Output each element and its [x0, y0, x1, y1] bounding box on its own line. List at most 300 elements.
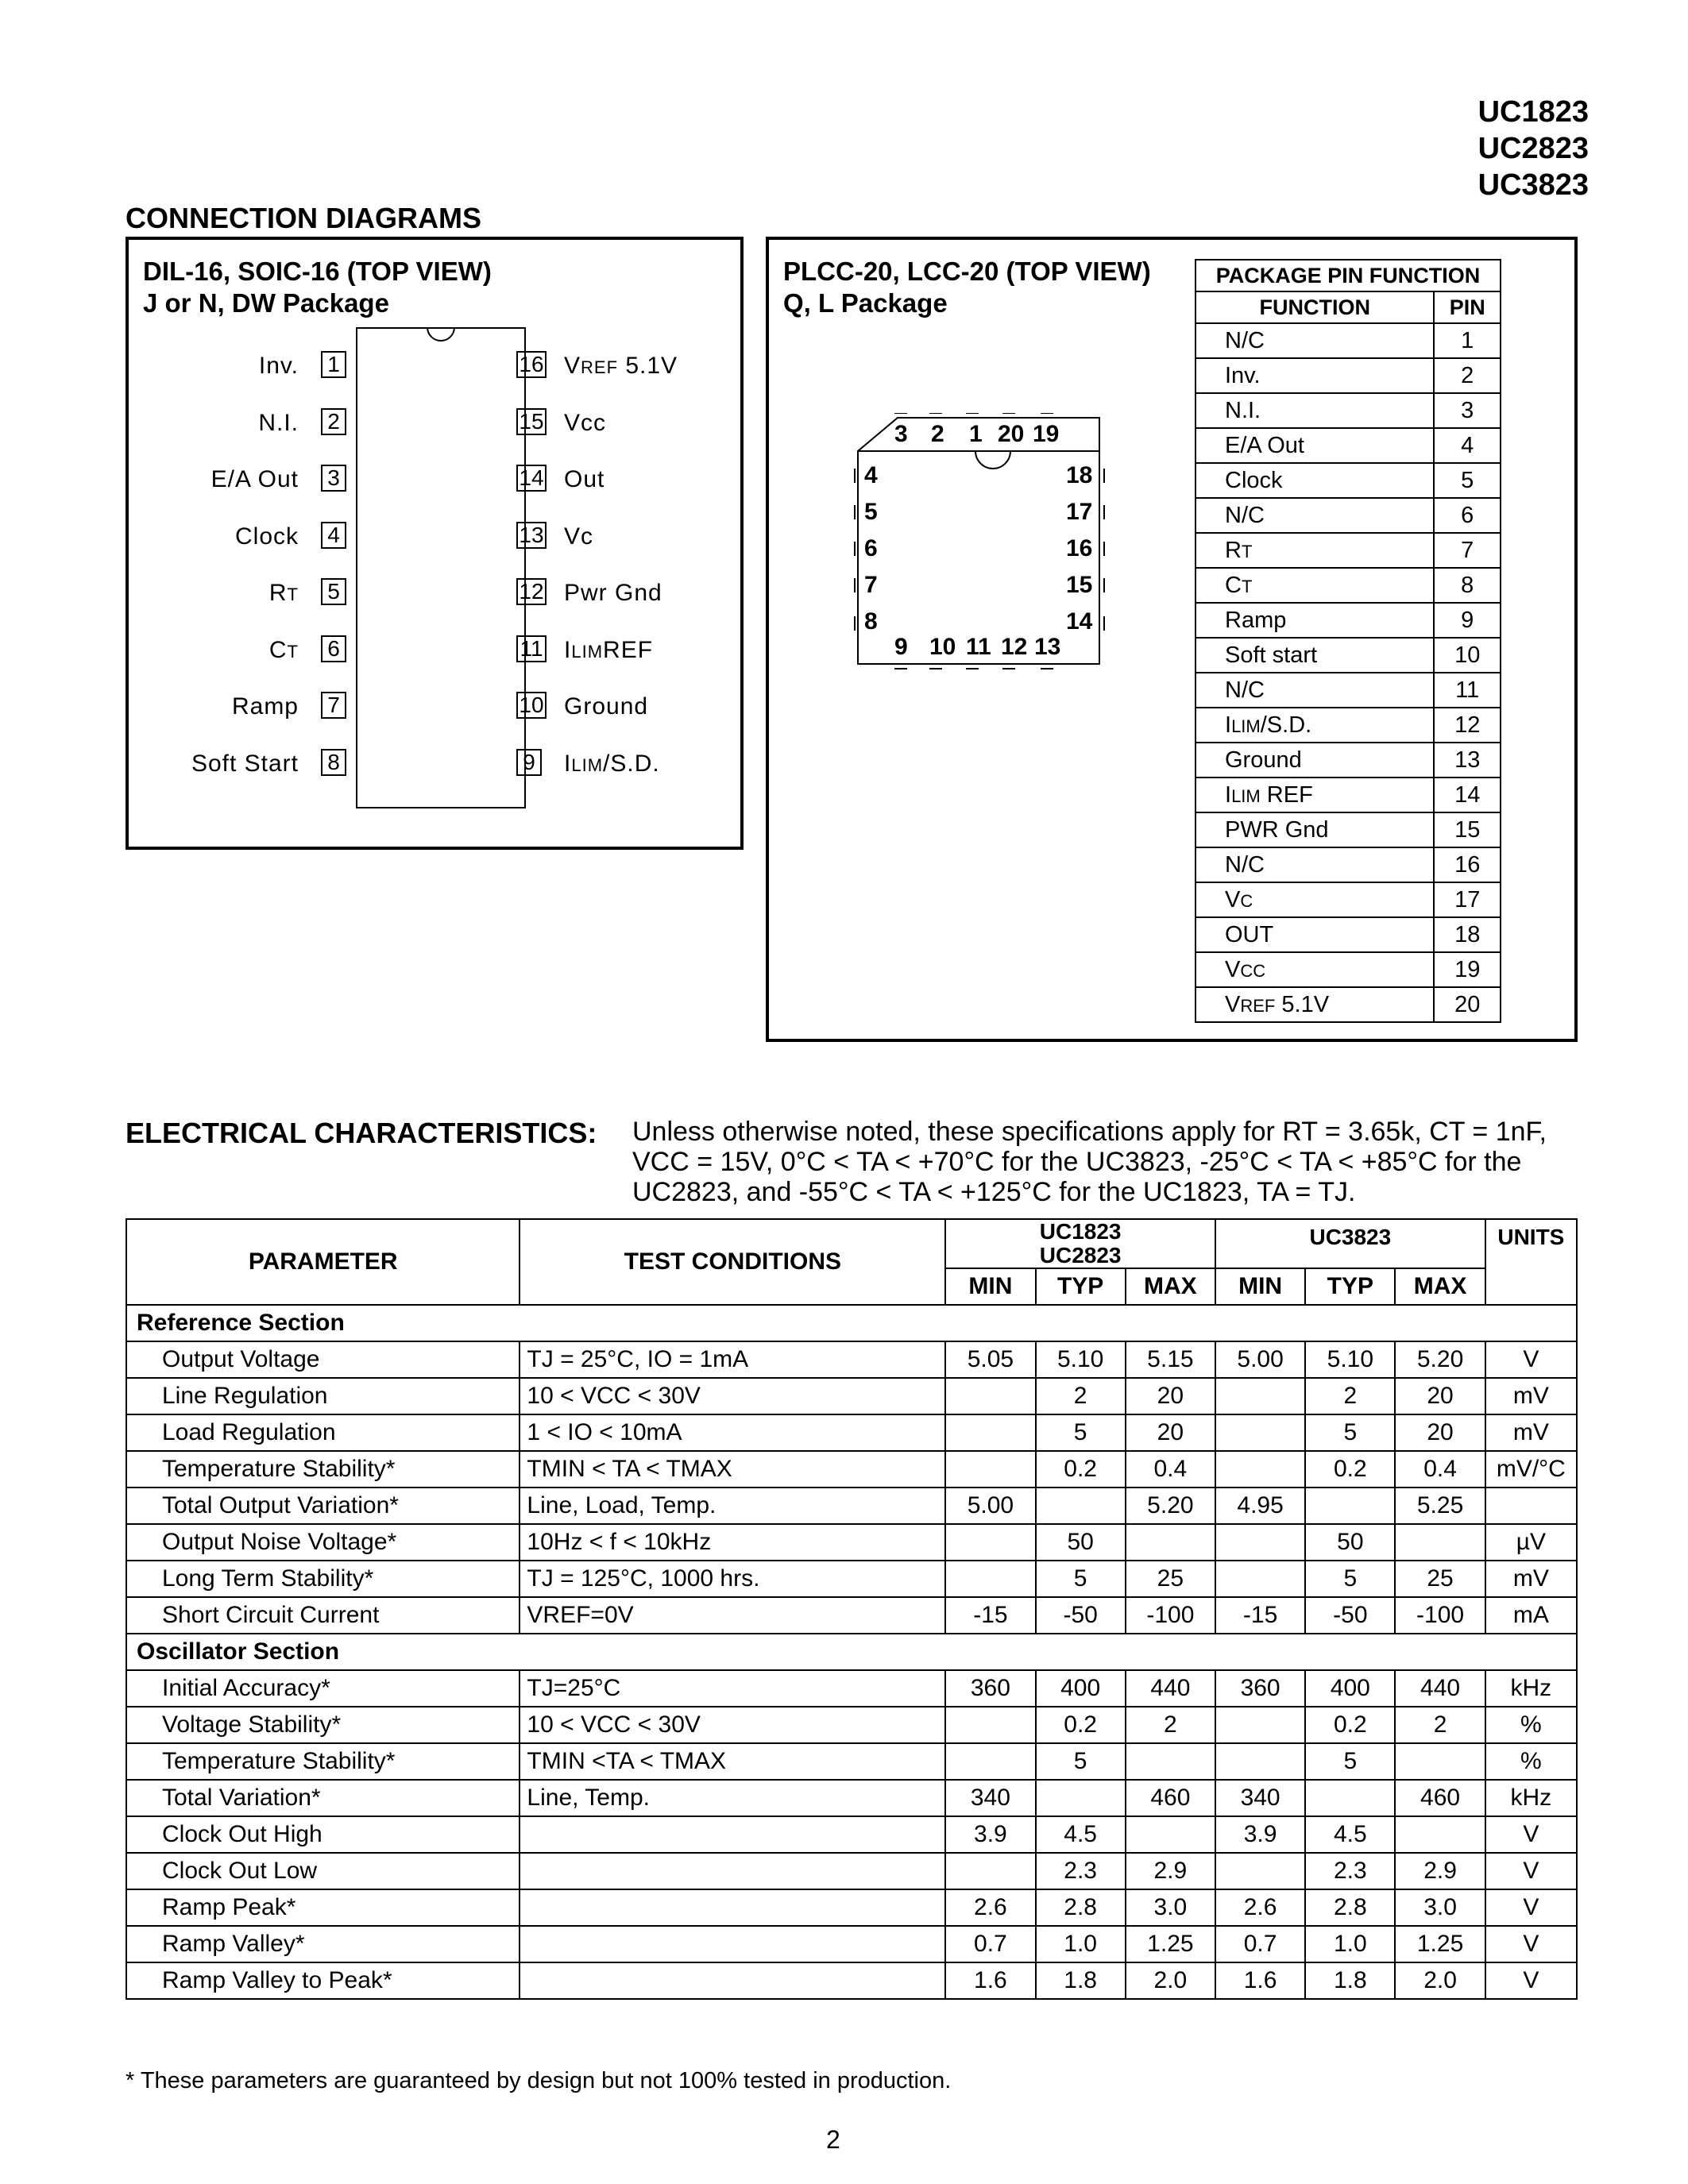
typ-value: 400: [1305, 1670, 1395, 1707]
dil-pin-number: 16: [516, 351, 547, 378]
pin-number: 20: [1434, 987, 1501, 1022]
units: mV: [1485, 1378, 1577, 1414]
table-row: [126, 1451, 1577, 1488]
dil-pin-label: Pwr Gnd: [564, 580, 662, 606]
table-row: [126, 1780, 1577, 1816]
dil-pin-label: RT: [268, 580, 299, 606]
min-value: 3.9: [945, 1816, 1035, 1853]
chip-notch: [357, 327, 524, 359]
pin-function-row: [1196, 778, 1501, 812]
table-row: [126, 1962, 1577, 1999]
min-value: [945, 1378, 1035, 1414]
min-value: 1.6: [1215, 1962, 1305, 1999]
typ-value: [1305, 1780, 1395, 1816]
pin-function-row: [1196, 673, 1501, 708]
pin-function-row: [1196, 533, 1501, 568]
plcc-pin-number: 6: [864, 535, 878, 561]
max-value: 440: [1126, 1670, 1215, 1707]
typ-value: 4.5: [1305, 1816, 1395, 1853]
col-parameter: PARAMETER: [126, 1219, 520, 1305]
units: %: [1485, 1707, 1577, 1743]
min-value: [1215, 1707, 1305, 1743]
typ-value: [1036, 1488, 1126, 1524]
max-value: 20: [1395, 1414, 1485, 1451]
plcc-pin-number: 5: [864, 499, 878, 525]
table-row: [126, 1597, 1577, 1634]
col-typ: TYP: [1036, 1268, 1126, 1305]
min-value: [1215, 1378, 1305, 1414]
min-value: [945, 1707, 1035, 1743]
test-condition: 10 < VCC < 30V: [520, 1378, 945, 1414]
parameter: Ramp Valley to Peak*: [126, 1962, 520, 1999]
dil-title-1: DIL-16, SOIC-16 (TOP VIEW): [143, 257, 492, 286]
plcc-pin-number: 11: [966, 634, 991, 660]
pin-function-row: [1196, 638, 1501, 673]
dil-pin-label: Vc: [564, 523, 594, 550]
typ-value: -50: [1305, 1597, 1395, 1634]
pin-function-row: [1196, 743, 1501, 778]
parameter: Total Output Variation*: [126, 1488, 520, 1524]
table-row: [126, 1524, 1577, 1561]
parameter: Short Circuit Current: [126, 1597, 520, 1634]
typ-value: 2.3: [1305, 1853, 1395, 1889]
table-row: [126, 1341, 1577, 1378]
min-value: 2.6: [1215, 1889, 1305, 1926]
plcc-pin-number: 3: [894, 421, 908, 447]
plcc-pin-number: 17: [1066, 499, 1093, 525]
max-value: 1.25: [1126, 1926, 1215, 1962]
min-value: 340: [1215, 1780, 1305, 1816]
pin-function-row: [1196, 952, 1501, 987]
min-value: [945, 1414, 1035, 1451]
min-value: 5.00: [945, 1488, 1035, 1524]
col-group-uc3823: UC3823: [1215, 1219, 1485, 1268]
typ-value: [1305, 1488, 1395, 1524]
electrical-characteristics-table: [126, 1218, 1578, 2000]
min-value: [945, 1743, 1035, 1780]
units: mV: [1485, 1561, 1577, 1597]
pin-number: 18: [1434, 917, 1501, 952]
plcc-pin-number: 4: [864, 462, 878, 488]
max-value: 2: [1126, 1707, 1215, 1743]
pin-function: N/C: [1196, 847, 1434, 882]
units: V: [1485, 1889, 1577, 1926]
typ-value: 1.0: [1036, 1926, 1126, 1962]
pin-number: 8: [1434, 568, 1501, 603]
max-value: 2.0: [1395, 1962, 1485, 1999]
pin-number: 15: [1434, 812, 1501, 847]
parameter: Long Term Stability*: [126, 1561, 520, 1597]
col-group-uc1823-uc2823: [945, 1219, 1215, 1268]
typ-value: 50: [1305, 1524, 1395, 1561]
plcc-pin-number: 16: [1066, 535, 1093, 561]
pin-number: 19: [1434, 952, 1501, 987]
max-value: 3.0: [1395, 1889, 1485, 1926]
test-condition: TJ = 25°C, IO = 1mA: [520, 1341, 945, 1378]
col-typ: TYP: [1305, 1268, 1395, 1305]
typ-value: [1036, 1780, 1126, 1816]
plcc-pin-number: 8: [864, 608, 878, 635]
col-units: UNITS: [1485, 1219, 1577, 1305]
typ-value: 0.2: [1305, 1707, 1395, 1743]
max-value: 0.4: [1126, 1451, 1215, 1488]
max-value: [1395, 1524, 1485, 1561]
units: V: [1485, 1853, 1577, 1889]
max-value: 25: [1395, 1561, 1485, 1597]
test-condition: [520, 1853, 945, 1889]
table-row: [126, 1561, 1577, 1597]
dil-pin-label: Out: [564, 466, 605, 492]
dil-pin-label: Vcc: [564, 409, 607, 436]
dil-title-2: J or N, DW Package: [143, 288, 389, 318]
table-row: [126, 1889, 1577, 1926]
typ-value: 5.10: [1036, 1341, 1126, 1378]
electrical-description: Unless otherwise noted, these specifications apply for RT = 3.65k, CT = 1nF, VCC = 15V, 0°C < TA < +70°C for the UC3823, -25°C < TA < +85°C for the UC2823, and -55°C < TA < +125°C for the UC1823, TA = TJ.: [632, 1117, 1547, 1207]
dil-chip-body: [356, 327, 526, 808]
part-numbers: [1350, 94, 1589, 203]
min-value: [945, 1561, 1035, 1597]
table-row: [126, 1816, 1577, 1853]
min-value: [1215, 1853, 1305, 1889]
dil-pin-number: 9: [516, 749, 542, 776]
dil-pin-number: 3: [321, 465, 346, 492]
max-value: 3.0: [1126, 1889, 1215, 1926]
pin-function-row: [1196, 323, 1501, 358]
pin-number: 13: [1434, 743, 1501, 778]
table-row: [126, 1378, 1577, 1414]
page-number: 2: [826, 2125, 840, 2154]
pin-function: N/C: [1196, 673, 1434, 708]
typ-value: 400: [1036, 1670, 1126, 1707]
units: mV: [1485, 1414, 1577, 1451]
min-value: [1215, 1451, 1305, 1488]
part-number: UC1823: [1477, 95, 1589, 129]
typ-value: 1.0: [1305, 1926, 1395, 1962]
plcc-pin-number: 18: [1066, 462, 1093, 488]
pin-function: RT: [1196, 533, 1434, 568]
pin-function-row: [1196, 498, 1501, 533]
typ-value: 5: [1305, 1743, 1395, 1780]
parameter: Line Regulation: [126, 1378, 520, 1414]
min-value: [1215, 1524, 1305, 1561]
section-header-row: [126, 1305, 1577, 1341]
pin-number: 5: [1434, 463, 1501, 498]
units: V: [1485, 1962, 1577, 1999]
units: %: [1485, 1743, 1577, 1780]
min-value: 1.6: [945, 1962, 1035, 1999]
test-condition: [520, 1816, 945, 1853]
pin-number: 11: [1434, 673, 1501, 708]
dil-pin-label: Ground: [564, 693, 649, 720]
dil-pin-label: E/A Out: [211, 466, 299, 492]
pin-function: Inv.: [1196, 358, 1434, 393]
plcc-pin-number: 1: [969, 421, 983, 447]
dil-pin-label: ILIM/S.D.: [564, 750, 660, 777]
max-value: 0.4: [1395, 1451, 1485, 1488]
units: V: [1485, 1816, 1577, 1853]
table-row: [126, 1707, 1577, 1743]
table-row: [126, 1743, 1577, 1780]
max-value: 20: [1395, 1378, 1485, 1414]
pin-number: 3: [1434, 393, 1501, 428]
max-value: 5.15: [1126, 1341, 1215, 1378]
min-value: -15: [945, 1597, 1035, 1634]
test-condition: 1 < IO < 10mA: [520, 1414, 945, 1451]
parameter: Total Variation*: [126, 1780, 520, 1816]
plcc-pin-number: 20: [998, 421, 1025, 447]
pin-function-row: [1196, 882, 1501, 917]
pin-function-row: [1196, 708, 1501, 743]
max-value: [1395, 1816, 1485, 1853]
pin-function: PWR Gnd: [1196, 812, 1434, 847]
pin-number: 12: [1434, 708, 1501, 743]
dil-pin-number: 1: [321, 351, 346, 378]
parameter: Clock Out Low: [126, 1853, 520, 1889]
max-value: 20: [1126, 1378, 1215, 1414]
section-title: Reference Section: [126, 1305, 1577, 1341]
pin-function-row: [1196, 987, 1501, 1022]
test-condition: Line, Temp.: [520, 1780, 945, 1816]
table-row: [126, 1414, 1577, 1451]
pin-function-row: [1196, 847, 1501, 882]
table-row: [126, 1926, 1577, 1962]
pin-function-row: [1196, 568, 1501, 603]
section-title: Oscillator Section: [126, 1634, 1577, 1670]
max-value: 25: [1126, 1561, 1215, 1597]
pin-function-row: [1196, 812, 1501, 847]
parameter: Initial Accuracy*: [126, 1670, 520, 1707]
dil-pin-number: 11: [516, 635, 547, 662]
min-value: 0.7: [1215, 1926, 1305, 1962]
group-uc1823: UC1823: [1039, 1219, 1122, 1244]
parameter: Output Voltage: [126, 1341, 520, 1378]
pin-function: VREF 5.1V: [1196, 987, 1434, 1022]
min-value: [945, 1451, 1035, 1488]
dil-pin-label: ILIMREF: [564, 636, 654, 663]
plcc-pin-number: 13: [1034, 634, 1061, 660]
typ-value: 1.8: [1036, 1962, 1126, 1999]
plcc-pin-number: 2: [931, 421, 944, 447]
plcc-pin-number: 19: [1033, 421, 1060, 447]
max-value: 2.9: [1126, 1853, 1215, 1889]
col-test-conditions: TEST CONDITIONS: [520, 1219, 945, 1305]
units: V: [1485, 1926, 1577, 1962]
pin-function: E/A Out: [1196, 428, 1434, 463]
max-value: 1.25: [1395, 1926, 1485, 1962]
pin-number: 17: [1434, 882, 1501, 917]
min-value: 0.7: [945, 1926, 1035, 1962]
col-min: MIN: [945, 1268, 1035, 1305]
max-value: 5.25: [1395, 1488, 1485, 1524]
test-condition: TJ = 125°C, 1000 hrs.: [520, 1561, 945, 1597]
pin-function-table: [1195, 259, 1501, 1023]
pin-function-row: [1196, 603, 1501, 638]
pin-number: 10: [1434, 638, 1501, 673]
dil-pin-label: CT: [268, 636, 299, 663]
pin-function-row: [1196, 917, 1501, 952]
max-value: [1126, 1743, 1215, 1780]
parameter: Ramp Valley*: [126, 1926, 520, 1962]
max-value: 2.9: [1395, 1853, 1485, 1889]
test-condition: [520, 1889, 945, 1926]
pin-function: VCC: [1196, 952, 1434, 987]
typ-value: 2.3: [1036, 1853, 1126, 1889]
typ-value: 2.8: [1305, 1889, 1395, 1926]
pin-function: N/C: [1196, 498, 1434, 533]
part-number: UC3823: [1477, 168, 1589, 202]
min-value: 360: [1215, 1670, 1305, 1707]
parameter: Ramp Peak*: [126, 1889, 520, 1926]
table-row: [126, 1853, 1577, 1889]
pin-number: 16: [1434, 847, 1501, 882]
plcc-pin-number: 14: [1066, 608, 1093, 635]
min-value: 4.95: [1215, 1488, 1305, 1524]
max-value: 460: [1126, 1780, 1215, 1816]
typ-value: 0.2: [1036, 1451, 1126, 1488]
plcc-title-1: PLCC-20, LCC-20 (TOP VIEW): [783, 257, 1151, 286]
connection-diagrams-title: CONNECTION DIAGRAMS: [126, 202, 481, 234]
min-value: 3.9: [1215, 1816, 1305, 1853]
col-min: MIN: [1215, 1268, 1305, 1305]
typ-value: 1.8: [1305, 1962, 1395, 1999]
pin-function: ILIM/S.D.: [1196, 708, 1434, 743]
pin-function: VC: [1196, 882, 1434, 917]
pin-function-row: [1196, 358, 1501, 393]
dil-pin-number: 2: [321, 408, 346, 435]
units: mA: [1485, 1597, 1577, 1634]
test-condition: 10 < VCC < 30V: [520, 1707, 945, 1743]
plcc-pin-number: 10: [929, 634, 956, 660]
typ-value: 4.5: [1036, 1816, 1126, 1853]
min-value: 5.00: [1215, 1341, 1305, 1378]
plcc-pin-number: 12: [1001, 634, 1028, 660]
units: [1485, 1488, 1577, 1524]
dil-pin-number: 8: [321, 749, 346, 776]
test-condition: Line, Load, Temp.: [520, 1488, 945, 1524]
part-number: UC2823: [1477, 132, 1589, 165]
dil-pin-number: 15: [516, 408, 547, 435]
col-max: MAX: [1395, 1268, 1485, 1305]
max-value: [1126, 1816, 1215, 1853]
min-value: 5.05: [945, 1341, 1035, 1378]
pin-table-col-function: FUNCTION: [1196, 291, 1434, 323]
max-value: 5.20: [1126, 1488, 1215, 1524]
parameter: Load Regulation: [126, 1414, 520, 1451]
parameter: Temperature Stability*: [126, 1743, 520, 1780]
min-value: 340: [945, 1780, 1035, 1816]
pin-number: 1: [1434, 323, 1501, 358]
dil-pin-number: 10: [516, 692, 547, 719]
test-condition: TMIN <TA < TMAX: [520, 1743, 945, 1780]
table-row: [126, 1670, 1577, 1707]
test-condition: TMIN < TA < TMAX: [520, 1451, 945, 1488]
plcc-pin-number: 7: [864, 572, 878, 598]
dil-pin-number: 14: [516, 465, 547, 492]
dil-pin-label: N.I.: [258, 409, 299, 436]
table-row: [126, 1488, 1577, 1524]
group-uc2823: UC2823: [1039, 1243, 1122, 1268]
max-value: [1395, 1743, 1485, 1780]
min-value: 2.6: [945, 1889, 1035, 1926]
pin-function-row: [1196, 393, 1501, 428]
max-value: -100: [1126, 1597, 1215, 1634]
dil-pin-label: VREF 5.1V: [564, 353, 678, 379]
pin-number: 4: [1434, 428, 1501, 463]
pin-function: N/C: [1196, 323, 1434, 358]
typ-value: 2: [1305, 1378, 1395, 1414]
dil-pin-number: 13: [516, 522, 547, 549]
typ-value: -50: [1036, 1597, 1126, 1634]
parameter: Clock Out High: [126, 1816, 520, 1853]
parameter: Temperature Stability*: [126, 1451, 520, 1488]
min-value: [1215, 1414, 1305, 1451]
max-value: 20: [1126, 1414, 1215, 1451]
dil-pin-number: 5: [321, 578, 346, 605]
pin-function: CT: [1196, 568, 1434, 603]
pin-function: ILIM REF: [1196, 778, 1434, 812]
typ-value: 5: [1305, 1414, 1395, 1451]
parameter: Voltage Stability*: [126, 1707, 520, 1743]
min-value: -15: [1215, 1597, 1305, 1634]
typ-value: 5.10: [1305, 1341, 1395, 1378]
dil-pin-number: 6: [321, 635, 346, 662]
dil-pin-label: Soft Start: [191, 750, 299, 777]
pin-number: 14: [1434, 778, 1501, 812]
units: µV: [1485, 1524, 1577, 1561]
min-value: [1215, 1743, 1305, 1780]
pin-number: 6: [1434, 498, 1501, 533]
dil-pin-label: Ramp: [231, 693, 299, 720]
pin-function-row: [1196, 428, 1501, 463]
min-value: [1215, 1561, 1305, 1597]
typ-value: 50: [1036, 1524, 1126, 1561]
col-max: MAX: [1126, 1268, 1215, 1305]
test-condition: [520, 1962, 945, 1999]
dil-pin-label: Inv.: [258, 353, 299, 379]
pin-table-col-pin: PIN: [1434, 291, 1501, 323]
typ-value: 5: [1305, 1561, 1395, 1597]
dil-pin-number: 4: [321, 522, 346, 549]
test-condition: TJ=25°C: [520, 1670, 945, 1707]
units: V: [1485, 1341, 1577, 1378]
max-value: 2.0: [1126, 1962, 1215, 1999]
footnote: * These parameters are guaranteed by design but not 100% tested in production.: [126, 2068, 952, 2093]
pin-number: 7: [1434, 533, 1501, 568]
units: kHz: [1485, 1670, 1577, 1707]
max-value: -100: [1395, 1597, 1485, 1634]
pin-number: 2: [1434, 358, 1501, 393]
typ-value: 2: [1036, 1378, 1126, 1414]
typ-value: 5: [1036, 1743, 1126, 1780]
test-condition: VREF=0V: [520, 1597, 945, 1634]
electrical-title: ELECTRICAL CHARACTERISTICS:: [126, 1117, 597, 1149]
units: mV/°C: [1485, 1451, 1577, 1488]
max-value: [1126, 1524, 1215, 1561]
units: kHz: [1485, 1780, 1577, 1816]
section-header-row: [126, 1634, 1577, 1670]
pin-function-row: [1196, 463, 1501, 498]
plcc-pin-number: 15: [1066, 572, 1093, 598]
dil-pin-number: 12: [516, 578, 547, 605]
dil-pin-number: 7: [321, 692, 346, 719]
max-value: 460: [1395, 1780, 1485, 1816]
typ-value: 2.8: [1036, 1889, 1126, 1926]
parameter: Output Noise Voltage*: [126, 1524, 520, 1561]
pin-function: Soft start: [1196, 638, 1434, 673]
max-value: 2: [1395, 1707, 1485, 1743]
typ-value: 0.2: [1036, 1707, 1126, 1743]
min-value: 360: [945, 1670, 1035, 1707]
